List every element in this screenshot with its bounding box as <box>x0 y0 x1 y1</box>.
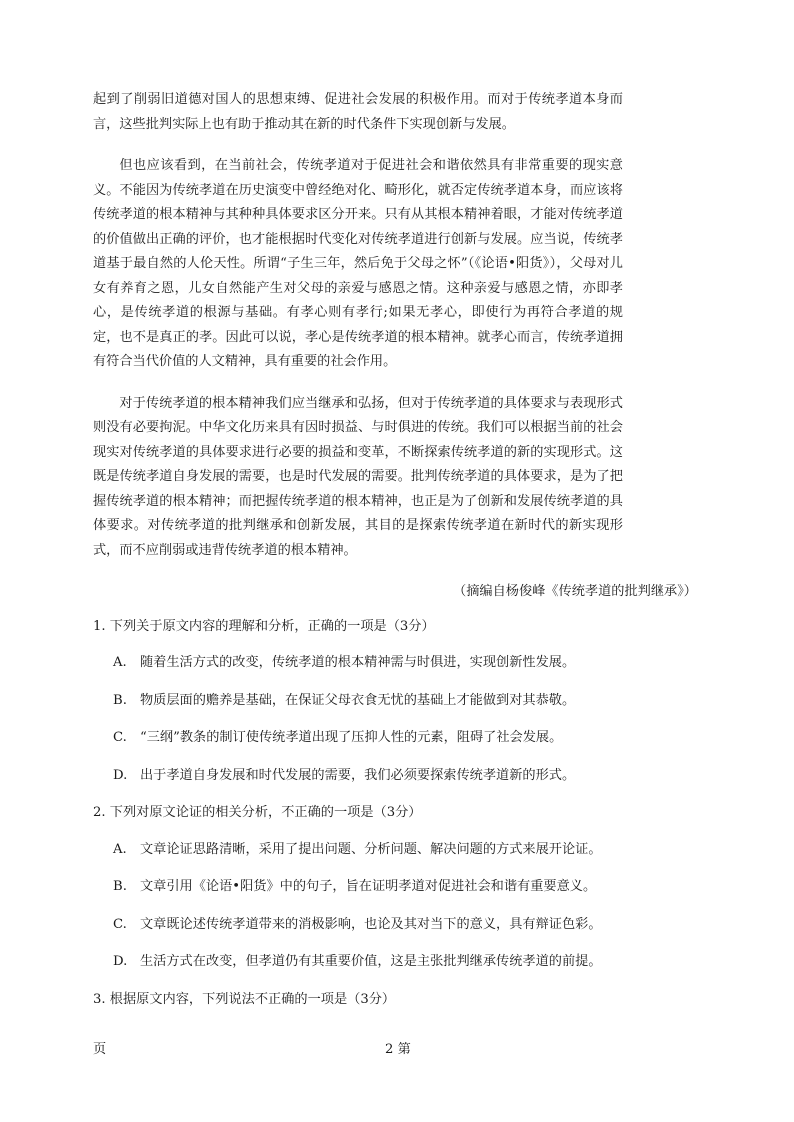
option-letter: A. <box>113 841 127 857</box>
option-letter: D. <box>113 954 128 969</box>
question-3-stem: 3. 根据原文内容，下列说法不正确的一项是（3分） <box>93 991 396 1007</box>
source-citation: （摘编自杨俊峰《传统孝道的批判继承》） <box>453 584 697 599</box>
option-letter: B. <box>113 879 127 894</box>
option-text: 文章引用《论语•阳货》中的句子，旨在证明孝道对促进社会和谐有重要意义。 <box>140 879 597 894</box>
question-1-stem: 1. 下列关于原文内容的理解和分析，正确的一项是（3分） <box>93 618 435 634</box>
question-1-option-c <box>113 726 623 751</box>
question-3 <box>93 988 623 1013</box>
question-1 <box>93 615 623 789</box>
question-2-option-a <box>113 838 623 863</box>
option-letter: D. <box>113 767 128 783</box>
paragraph-2: 但也应该看到，在当前社会，传统孝道对于促进社会和谐依然具有非常重要的现实意义。不能因为传统孝道在历史演变中曾经绝对化、畸形化，就否定传统孝道本身，而应该将传统孝道的根本精神与其种种具体要求区分开来。只有从其根本精神着眼，才能对传统孝道的价值做出正确的评价，也才能根据时代变化对传统孝道进行创新与发展。应当说，传统孝道基于最自然的人伦天性。所谓“子生三年，然后免于父母之怀”（《论语•阳货》），父母对儿女有养育之恩，儿女自然能产生对父母的亲爱与感恩之情。这种亲爱与感恩之情，亦即孝心，是传统孝道的根源与基础。有孝心则有孝行;如果无孝心，即使行为再符合孝道的规定，也不是真正的孝。因此可以说，孝心是传统孝道的根本精神。就孝心而言，传统孝道拥有符合当代价值的人文精神，具有重要的社会作用。 <box>93 158 623 369</box>
option-text: “三纲”教条的制订使传统孝道出现了压抑人性的元素，阻碍了社会发展。 <box>140 730 563 745</box>
question-2-option-d <box>113 950 623 975</box>
document-body <box>93 88 697 1024</box>
question-2-stem: 2. 下列对原文论证的相关分析，不正确的一项是（3分） <box>93 805 422 820</box>
paragraph-3: 对于传统孝道的根本精神我们应当继承和弘扬，但对于传统孝道的具体要求与表现形式则没有必要拘泥。中华文化历来具有因时损益、与时俱进的传统。我们可以根据当前的社会现实对传统孝道的具体要求进行必要的损益和变革，不断探索传统孝道的新的实现形式。这既是传统孝道自身发展的需要，也是时代发展的需要。批判传统孝道的具体要求，是为了把握传统孝道的根本精神；而把握传统孝道的根本精神，也正是为了创新和发展传统孝道的具体要求。对传统孝道的批判继承和创新发展，其目的是探索传统孝道在新时代的新实现形式，而不应削弱或违背传统孝道的根本精神。 <box>93 395 623 558</box>
option-letter: C. <box>113 916 127 932</box>
option-text: 随着生活方式的改变，传统孝道的根本精神需与时俱进，实现创新性发展。 <box>140 655 576 670</box>
page-number: 2 第 <box>385 1042 411 1057</box>
option-letter: B. <box>113 692 127 708</box>
question-2-option-b <box>113 875 623 900</box>
question-1-option-a <box>113 651 623 676</box>
paragraph-1: 起到了削弱旧道德对国人的思想束缚、促进社会发展的积极作用。而对于传统孝道本身而言，这些批判实际上也有助于推动其在新的时代条件下实现创新与发展。 <box>93 92 623 132</box>
question-2 <box>93 801 623 975</box>
option-letter: A. <box>113 655 127 670</box>
question-1-option-b <box>113 689 623 714</box>
option-text: 生活方式在改变，但孝道仍有其重要价值，这是主张批判继承传统孝道的前提。 <box>140 954 602 969</box>
option-text: 物质层面的赡养是基础，在保证父母衣食无忧的基础上才能做到对其恭敬。 <box>140 692 576 708</box>
question-1-option-d <box>113 764 623 789</box>
option-text: 文章既论述传统孝道带来的消极影响，也论及其对当下的意义，具有辩证色彩。 <box>140 916 602 932</box>
question-2-option-c <box>113 913 623 938</box>
option-text: 文章论证思路清晰，采用了提出问题、分析问题、解决问题的方式来展开论证。 <box>140 841 602 857</box>
option-text: 出于孝道自身发展和时代发展的需要，我们必须要探索传统孝道新的形式。 <box>140 767 576 783</box>
footer-left-text: 页 <box>93 1042 107 1057</box>
option-letter: C. <box>113 730 127 745</box>
